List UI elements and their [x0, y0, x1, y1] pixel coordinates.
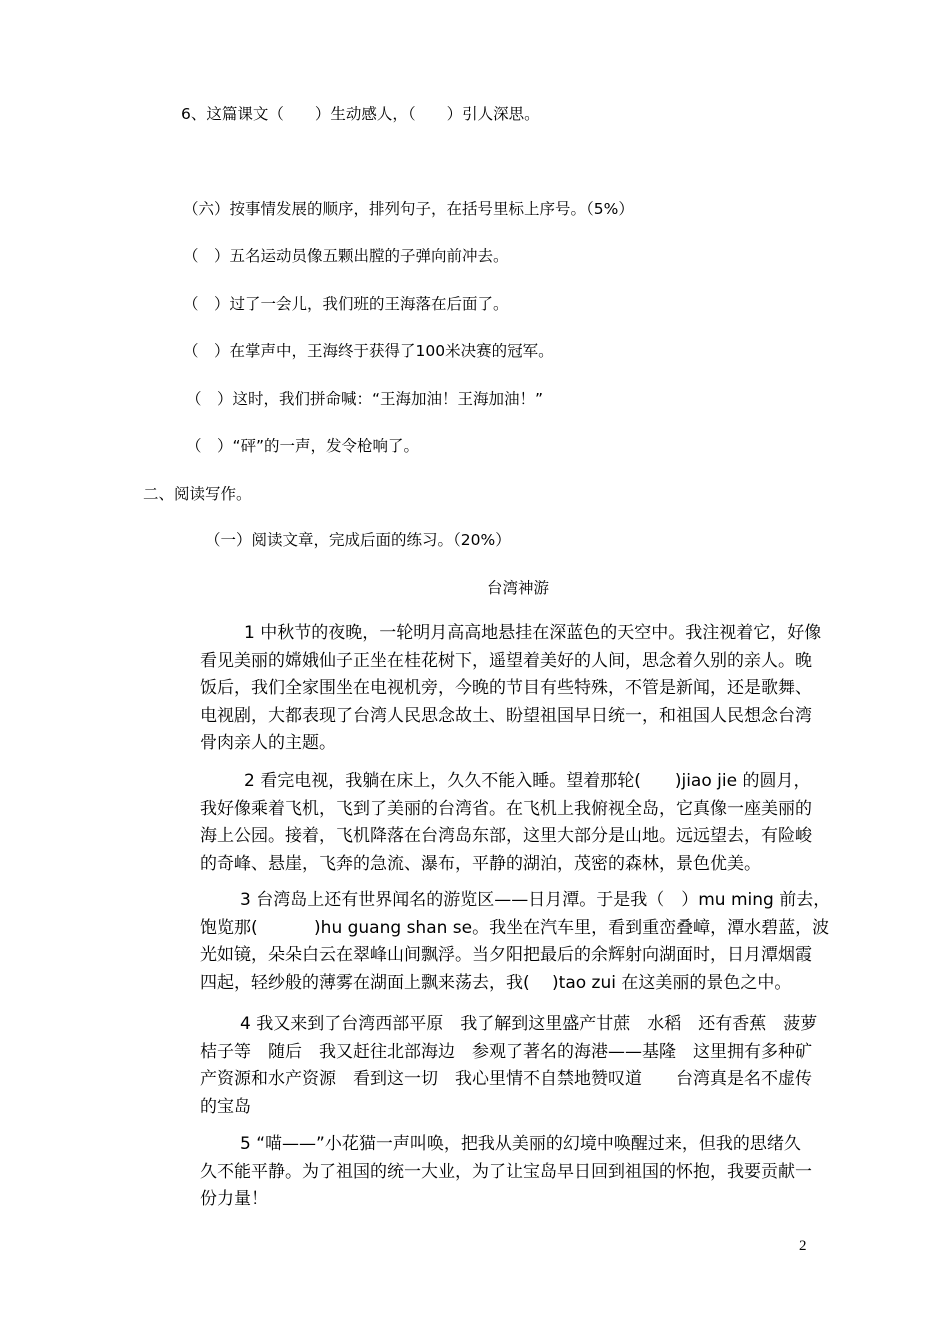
page-number: 2 [799, 1238, 807, 1254]
sentence-4: （ ）这时，我们拼命喊：“王海加油！王海加油！” [186, 390, 544, 408]
paragraph-line: 2 看完电视，我躺在床上，久久不能入睡。望着那轮( )jiao jie 的圆月， [244, 771, 811, 791]
sentence-2: （ ）过了一会儿，我们班的王海落在后面了。 [183, 295, 509, 313]
article-title: 台湾神游 [487, 579, 550, 597]
paragraph-line: 光如镜，朵朵白云在翠峰山间飘浮。当夕阳把最后的余辉射向湖面时，日月潭烟霞 [200, 945, 812, 966]
part-2-heading: 二、阅读写作。 [143, 485, 252, 503]
paragraph-line: 电视剧，大都表现了台湾人民思念故土、盼望祖国早日统一，和祖国人民想念台湾 [200, 705, 812, 726]
paragraph-line: 四起，轻纱般的薄雾在湖面上飘来荡去，我( )tao zui 在这美丽的景色之中。 [200, 972, 792, 993]
paragraph-1 [200, 620, 822, 758]
paragraph-line: 1 中秋节的夜晚，一轮明月高高地悬挂在深蓝色的天空中。我注视着它，好像 [244, 623, 822, 643]
sentence-1: （ ）五名运动员像五颗出膛的子弹向前冲去。 [183, 247, 509, 265]
subsection-1-heading: （一）阅读文章，完成后面的练习。（20%） [205, 531, 511, 549]
paragraph-line: 5 “喵——”小花猫一声叫唤，把我从美丽的幻境中唤醒过来，但我的思绪久 [240, 1134, 801, 1154]
paragraph-line: 看见美丽的嫦娥仙子正坐在桂花树下，遥望着美好的人间，思念着久别的亲人。晚 [200, 650, 812, 671]
paragraph-3 [200, 887, 831, 997]
question-6: 6、这篇课文（ ）生动感人，（ ）引人深思。 [181, 105, 540, 123]
paragraph-line: 骨肉亲人的主题。 [200, 733, 336, 754]
paragraph-line: 我好像乘着飞机，飞到了美丽的台湾省。在飞机上我俯视全岛，它真像一座美丽的 [200, 798, 812, 819]
paragraph-line: 桔子等 随后 我又赶往北部海边 参观了著名的海港——基隆 这里拥有多种矿 [200, 1041, 812, 1062]
section-6-heading: （六）按事情发展的顺序，排列句子，在括号里标上序号。（5%） [183, 200, 634, 218]
paragraph-line: 的宝岛 [200, 1096, 251, 1117]
paragraph-line: 饭后，我们全家围坐在电视机旁，今晚的节目有些特殊，不管是新闻，还是歌舞、 [200, 678, 812, 699]
paragraph-line: 饱览那( )hu guang shan se。我坐在汽车里，看到重峦叠嶂，潭水碧蓝，波 [200, 917, 830, 938]
paragraph-line: 份力量！ [200, 1189, 268, 1210]
sentence-5: （ ）“砰”的一声，发令枪响了。 [186, 437, 420, 455]
paragraph-line: 4 我又来到了台湾西部平原 我了解到这里盛产甘蔗 水稻 还有香蕉 菠萝 [240, 1014, 818, 1034]
paragraph-4 [200, 1011, 818, 1121]
paragraph-2 [200, 768, 812, 878]
paragraph-line: 3 台湾岛上还有世界闻名的游览区——日月潭。于是我（ ）mu ming 前去， [240, 890, 831, 910]
paragraph-line: 产资源和水产资源 看到这一切 我心里情不自禁地赞叹道 台湾真是名不虚传 [200, 1069, 812, 1090]
paragraph-line: 久不能平静。为了祖国的统一大业，为了让宝岛早日回到祖国的怀抱，我要贡献一 [200, 1161, 812, 1182]
sentence-3: （ ）在掌声中，王海终于获得了100米决赛的冠军。 [183, 342, 554, 360]
paragraph-line: 的奇峰、悬崖，飞奔的急流、瀑布，平静的湖泊，茂密的森林，景色优美。 [200, 853, 761, 874]
paragraph-line: 海上公园。接着，飞机降落在台湾岛东部，这里大部分是山地。远远望去，有险峻 [200, 826, 812, 847]
paragraph-5 [200, 1131, 812, 1214]
